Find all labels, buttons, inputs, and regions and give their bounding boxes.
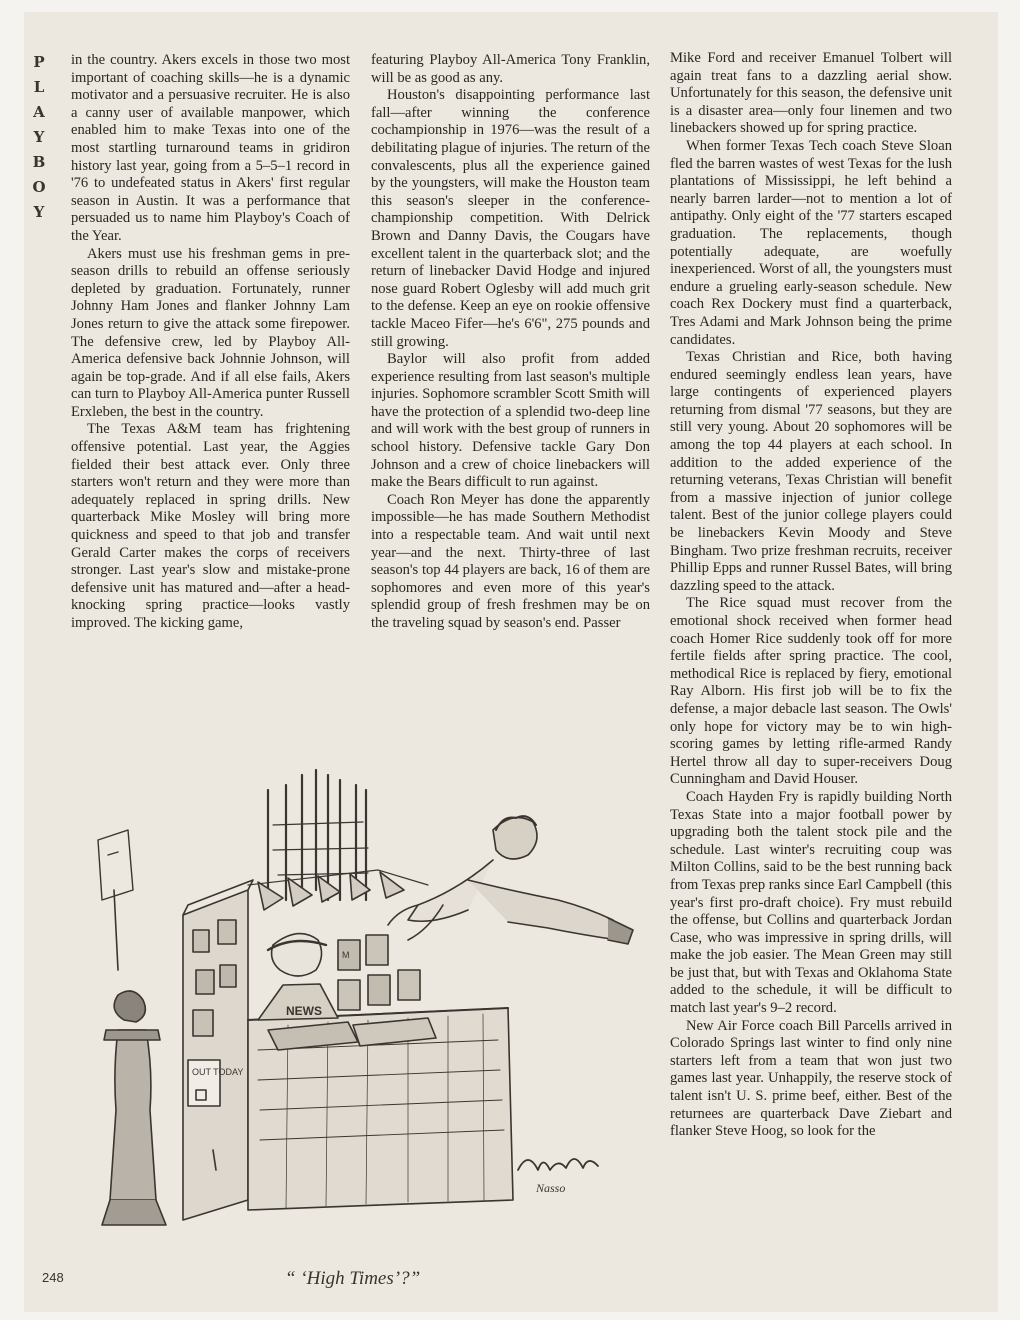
paragraph: Coach Hayden Fry is rapidly building North Texas State into a major football power by upgrading both the talent stock pile and the schedule. Last winter's recruiting coup was Milton Collins, said to be the best running back from Texas prep ranks since Earl Campbell (this year's first pro-draft choice). Fry must rebuild the offense, but Collins and quarterback Jordan Case, who was impressive in spring drills, will make the job easier. The Mean Green may still be just that, but with Texas and Oklahoma State added to the schedule, it will be difficult to match last year's 9–2 record. [670,788,952,1017]
paragraph: Mike Ford and receiver Emanuel Tolbert will again treat fans to a dazzling aerial show. Unfortunately for this season, the defensive unit is a disaster area—only four linemen and two linebackers showed up for spring practice. [670,50,952,137]
news-sign: NEWS [286,1004,322,1018]
magazine-name-vertical [28,50,50,225]
magazine-letter: P [33,53,45,71]
paragraph: in the country. Akers excels in those two most important of coaching skills—he is a dynamic motivator and a persuasive recruiter. He is also a canny user of available manpower, which enabled him to make Texas into one of the most startling turnaround teams in gridiron history last year, going from a 5–5–1 record in '76 to undefeated status in Akers' first regular season in Austin. It was a performance that persuaded us to name him Playboy's Coach of the Year. [71,52,350,244]
paragraph: The Texas A&M team has frightening offensive potential. Last year, the Aggies fielded their best attack ever. Only three starters won't return and they were more than adequately replaced in spring drills. New quarterback Mike Mosley will bring more quickness and speed to that job and transfer Gerald Carter makes the corps of receivers stronger. Last year's slow and mistake-prone defensive unit has matured and—after a head-knocking spring practice—looks vastly improved. The kicking game, [71,421,350,631]
magazine-letter: L [33,78,45,96]
magazine-letter: B [32,153,46,171]
paragraph: When former Texas Tech coach Steve Sloan fled the barren wastes of west Texas for the lush plantations of Mississippi, he left behind a nearly barren larder—not to mention a lot of antipathy. Only eight of the '77 starters escaped graduation. The replacements, though potentially adequate, are woefully inexperienced. Worst of all, the youngsters must endure a grueling early-season schedule. New coach Rex Dockery must find a quarterback, Tres Adami and Mark Johnson being the prime candidates. [670,137,952,348]
cartoonist-signature: Nasso [536,1181,566,1195]
magazine-m-label: M [342,950,350,960]
paragraph: featuring Playboy All-America Tony Franklin, will be as good as any. [371,52,650,86]
newsstand-cartoon [88,730,636,1250]
text-column-3 [670,50,952,1141]
paragraph: The Rice squad must recover from the emotional shock received when former head coach Homer Rice suddenly took off for more fertile fields after spring practice. The cool, methodical Rice is replaced by fiery, emotional Ray Alborn. His first job will be to fix the defense, a major debacle last season. The Owls' only hope for victory may be to win high-scoring games by letting rifle-armed Randy Hertel throw all day to super-receivers Doug Cunningham and David Houser. [670,595,952,788]
paragraph: New Air Force coach Bill Parcells arrived in Colorado Springs last winter to find only nine starters left from a team that won just two games last year. Unhappily, the reserve stock of talent isn't U. S. prime beef, either. Best of the returnees are quarterback Dave Ziebart and flanker Steve Hoog, so look for the [670,1017,952,1140]
page-number: 248 [42,1270,64,1285]
paragraph: Akers must use his freshman gems in pre-season drills to rebuild an offense seriously depleted by graduation. Fortunately, runner Johnny Ham Jones and flanker Johnny Lam Jones return to give the attack some firepower. The defensive crew, led by Playboy All-America defensive back Johnnie Johnson, will again be top-grade. And if all else fails, Akers can turn to Playboy All-America punter Russell Erxleben, the best in the country. [71,245,350,420]
paragraph: Baylor will also profit from added experience resulting from last season's multiple injuries. Sophomore scrambler Scott Smith will have the protection of a splendid two-deep line and will work with the best group of runners in school history. Defensive tackle Gary Don Johnson and a crew of choice linebackers will make the Bears difficult to run against. [371,351,650,491]
magazine-letter: A [33,103,45,121]
text-column-1 [71,52,350,633]
magazine-letter: Y [33,128,45,146]
magazine-letter: Y [33,203,45,221]
cartoon-caption: “ ‘High Times’?” [285,1268,421,1289]
out-today-sign: OUT TODAY [192,1067,244,1077]
paragraph: Coach Ron Meyer has done the apparently impossible—he has made Southern Methodist into a respectable team. And wait until next year—and the next. Thirty-three of last season's top 44 players are back, 16 of them are sophomores and even more of this year's splendid group of fresh freshmen may be on the traveling squad by season's end. Passer [371,491,650,631]
paragraph: Texas Christian and Rice, both having endured seemingly endless lean years, have large contingents of experienced players returning from dismal '77 seasons, but they are still very young. About 20 sophomores will be among the top 44 players at each school. In addition to the added experience of the returning veterans, Texas Christian will benefit from a massive injection of junior college talent. Best of the junior college players could be linebackers Kevin Moody and Steve Bingham. Two prize freshman recruits, receiver Phillip Epps and runner Russel Bates, will bring dazzling speed to the attack. [670,349,952,594]
paragraph: Houston's disappointing performance last fall—after winning the conference cochampionship in 1976—was the result of a debilitating plague of injuries. The return of the convalescents, plus all the experience gained by the youngsters, will make the Houston team this season's sleeper in the conference-championship competition. With Delrick Brown and Danny Davis, the Cougars have excellent talent in the quarterback slot; and the return of linebacker David Hodge and injured nose guard Robert Oglesby will add much grit to the defense. Keep an eye on rookie offensive tackle Maceo Fifer—he's 6'6", 275 pounds and still growing. [371,87,650,350]
text-column-2 [371,52,650,633]
magazine-letter: O [32,178,46,196]
